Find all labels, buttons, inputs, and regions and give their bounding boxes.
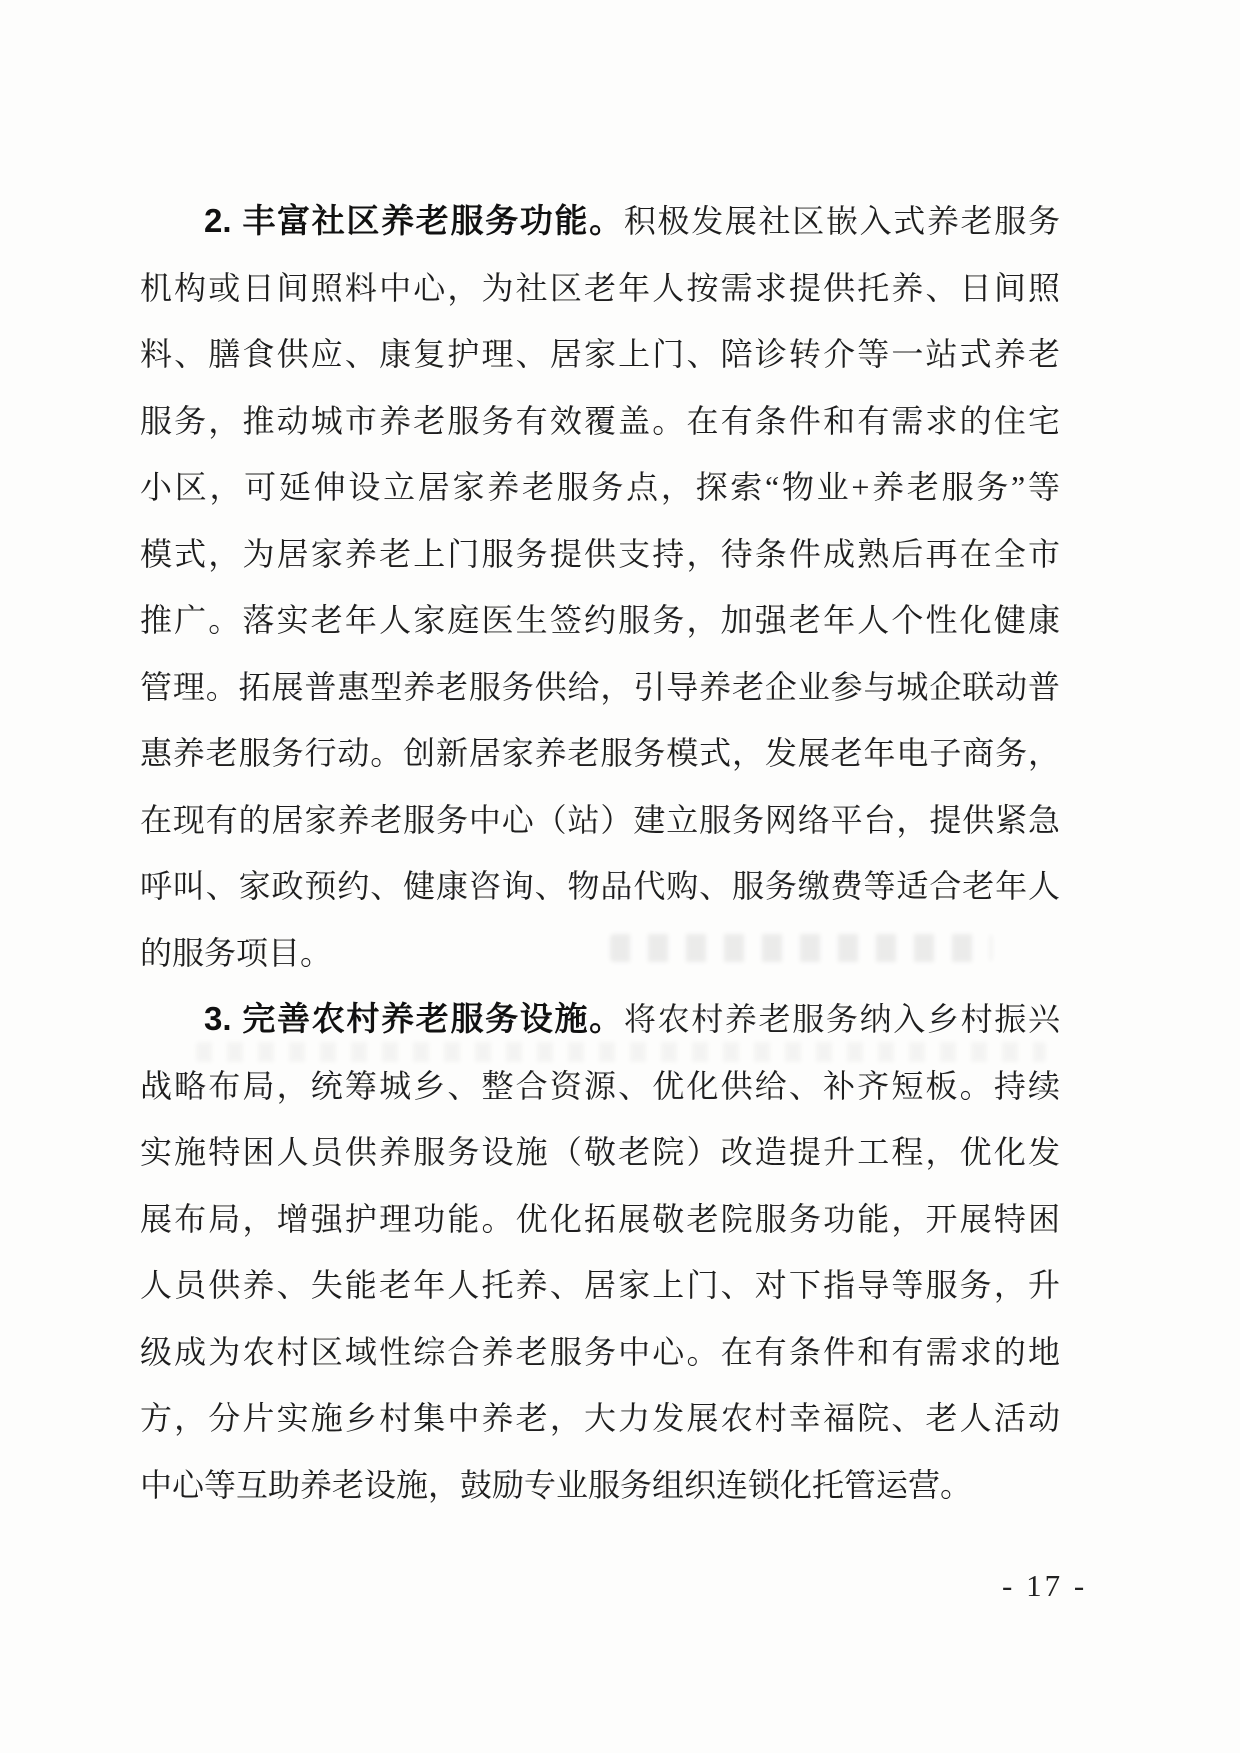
- body-line: 级成为农村区域性综合养老服务中心。在有条件和有需求的地: [140, 1333, 1060, 1370]
- body-line: 料、膳食供应、康复护理、居家上门、陪诊转介等一站式养老: [140, 336, 1060, 372]
- section-2-heading: 2. 丰富社区养老服务功能。: [204, 202, 624, 239]
- body-line: 机构或日间照料中心，为社区老年人按需求提供托养、日间照: [140, 269, 1060, 306]
- section-3-heading-line: [140, 986, 1060, 1053]
- body-line: 呼叫、家政预约、健康咨询、物品代购、服务缴费等适合老年人: [140, 868, 1060, 904]
- body-line: 中心等互助养老设施，鼓励专业服务组织连锁化托管运营。: [140, 1466, 973, 1503]
- body-line: 管理。拓展普惠型养老服务供给，引导养老企业参与城企联动普: [140, 668, 1060, 705]
- body-line: 展布局，增强护理功能。优化拓展敬老院服务功能，开展特困: [140, 1200, 1060, 1237]
- body-line: 战略布局，统筹城乡、整合资源、优化供给、补齐短板。持续: [140, 1067, 1060, 1104]
- section-3-heading: 3. 完善农村养老服务设施。: [204, 1000, 624, 1037]
- body-line: 小区，可延伸设立居家养老服务点，探索“物业+养老服务”等: [140, 469, 1060, 505]
- page-number: - 17 -: [1002, 1568, 1088, 1603]
- body-line: 人员供养、失能老年人托养、居家上门、对下指导等服务，升: [140, 1267, 1060, 1303]
- body-line: 惠养老服务行动。创新居家养老服务模式，发展老年电子商务，: [140, 735, 1060, 771]
- body-line: 服务，推动城市养老服务有效覆盖。在有条件和有需求的住宅: [140, 402, 1060, 439]
- body-line: 模式，为居家养老上门服务提供支持，待条件成熟后再在全市: [140, 535, 1060, 572]
- body-line: 实施特困人员供养服务设施（敬老院）改造提升工程，优化发: [140, 1134, 1060, 1170]
- body-line: 方，分片实施乡村集中养老，大力发展农村幸福院、老人活动: [140, 1400, 1060, 1436]
- body-line: 在现有的居家养老服务中心（站）建立服务网络平台，提供紧急: [140, 801, 1060, 838]
- section-3-heading-lead: 将农村养老服务纳入乡村振兴: [623, 1001, 1060, 1037]
- section-2-heading-lead: 积极发展社区嵌入式养老服务: [623, 203, 1060, 239]
- document-body: [140, 188, 1060, 1518]
- body-line: 的服务项目。: [140, 934, 333, 971]
- section-2-heading-line: [140, 188, 1060, 255]
- body-line: 推广。落实老年人家庭医生签约服务，加强老年人个性化健康: [140, 602, 1060, 638]
